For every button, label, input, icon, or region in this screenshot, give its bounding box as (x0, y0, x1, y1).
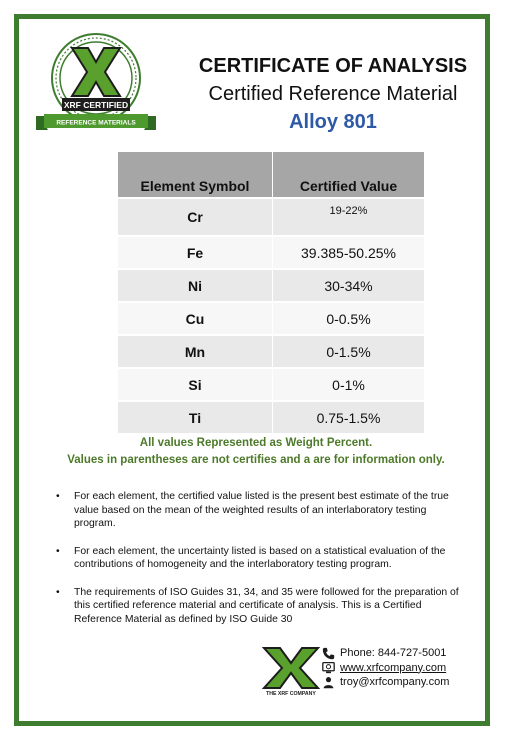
element-symbol: Fe (118, 236, 273, 269)
phone-number: Phone: 844-727-5001 (340, 647, 447, 659)
certificate-subtitle: Certified Reference Material (208, 83, 458, 105)
table-row (118, 269, 424, 302)
list-item: • The requirements of ISO Guides 31, 34, and 35 were followed for the preparation of this certified reference material and certificate of analysis. This is a Certified Reference Material as defined by ISO Guide 30 (56, 586, 462, 627)
certified-value: 30-34% (273, 269, 425, 302)
element-symbol: Si (118, 368, 273, 401)
list-item: • For each element, the certified value listed is the present best estimate of the true value based on the mean of the weighted results of an interlaboratory testing program. (56, 490, 462, 531)
element-symbol: Ni (118, 269, 273, 302)
phone-icon (322, 647, 335, 660)
seal-badge-text: XRF CERTIFIED (63, 100, 129, 110)
column-header-element: Element Symbol (118, 152, 273, 198)
table-row (118, 302, 424, 335)
table-row (118, 335, 424, 368)
element-symbol: Ti (118, 401, 273, 433)
column-header-value: Certified Value (273, 152, 425, 198)
element-symbol: Mn (118, 335, 273, 368)
element-symbol: Cu (118, 302, 273, 335)
certified-value: 39.385-50.25% (273, 236, 425, 269)
certified-value: 0-1% (273, 368, 425, 401)
certified-value: 0-0.5% (273, 302, 425, 335)
certificate-header (188, 52, 478, 136)
certified-value: 19-22% (273, 198, 425, 236)
certified-value: 0.75-1.5% (273, 401, 425, 433)
web-icon (322, 661, 335, 674)
list-item: • For each element, the uncertainty listed is based on a statistical evaluation of the contributions of homogeneity and the interlaboratory testing program. (56, 545, 462, 572)
email-row (322, 675, 449, 690)
website-link[interactable]: www.xrfcompany.com (340, 661, 447, 674)
xrf-company-logo (258, 646, 324, 696)
table-row (118, 368, 424, 401)
contact-info (322, 646, 449, 690)
website-row (322, 661, 449, 676)
alloy-name: Alloy 801 (289, 111, 377, 133)
email-address[interactable]: troy@xrfcompany.com (340, 676, 450, 688)
certified-values-table (118, 152, 424, 433)
person-icon (322, 676, 335, 689)
table-row (118, 198, 424, 236)
parentheses-note: Values in parentheses are not certifies and a are for information only. (67, 454, 445, 466)
xrf-certified-seal-logo (34, 26, 158, 138)
weight-percent-note: All values Represented as Weight Percent. (139, 437, 373, 449)
table-row (118, 236, 424, 269)
element-symbol: Cr (118, 198, 273, 236)
certificate-title: CERTIFICATE OF ANALYSIS (198, 55, 468, 77)
table-row (118, 401, 424, 433)
seal-ribbon-text: REFERENCE MATERIALS (56, 119, 136, 127)
certified-value: 0-1.5% (273, 335, 425, 368)
company-name: THE XRF COMPANY (266, 691, 316, 696)
certificate-notes-list (56, 490, 462, 640)
phone-row (322, 646, 449, 661)
